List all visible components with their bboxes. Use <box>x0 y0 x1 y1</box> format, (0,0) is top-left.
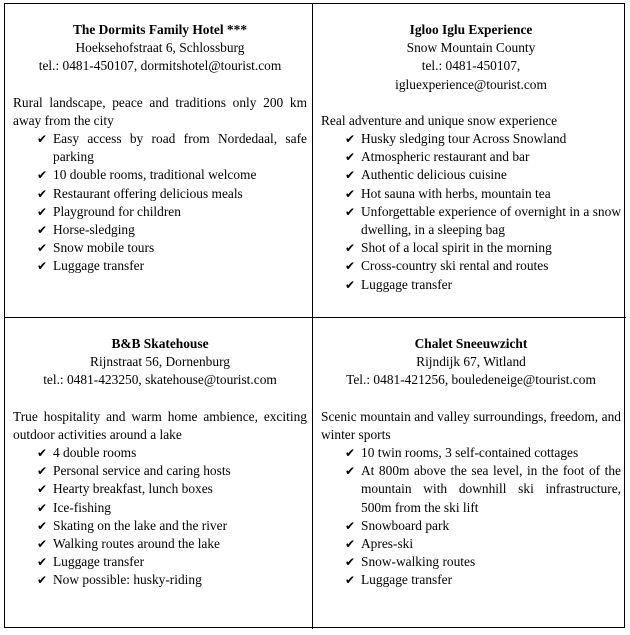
feature-item <box>321 203 621 239</box>
checkmark-icon: ✔ <box>345 186 356 201</box>
feature-list <box>321 444 621 590</box>
feature-text: Snow-walking routes <box>361 554 476 570</box>
feature-text: Luggage transfer <box>53 258 145 274</box>
hotel-contact: igluexperience@tourist.com <box>395 76 547 92</box>
feature-item <box>13 517 307 535</box>
hotel-cell-skatehouse <box>5 318 313 629</box>
spacer <box>13 76 307 94</box>
feature-text: At 800m above the sea level, in the foot of the mountain with downhill ski infrastructure, 500m from the ski lift <box>361 463 621 515</box>
checkmark-icon: ✔ <box>345 241 356 256</box>
feature-item <box>13 257 307 275</box>
checkmark-icon: ✔ <box>345 150 356 165</box>
feature-text: Unforgettable experience of overnight in a snow dwelling, in a sleeping bag <box>361 203 621 238</box>
feature-text: 10 twin rooms, 3 self-contained cottages <box>361 445 579 461</box>
hotel-cell-igloo <box>313 4 626 318</box>
feature-item <box>321 444 621 462</box>
feature-item <box>321 148 621 166</box>
checkmark-icon: ✔ <box>345 555 356 570</box>
spacer <box>321 94 621 112</box>
hotel-contact: tel.: 0481-450107, dormitshotel@tourist.com <box>38 58 282 74</box>
feature-list <box>13 444 307 590</box>
feature-item <box>321 571 621 589</box>
checkmark-icon: ✔ <box>345 573 356 588</box>
hotel-name: The Dormits Family Hotel *** <box>72 22 248 37</box>
spacer <box>321 390 621 408</box>
hotel-name: Igloo Iglu Experience <box>409 22 533 37</box>
feature-item <box>321 239 621 257</box>
feature-item <box>321 462 621 517</box>
checkmark-icon: ✔ <box>37 241 48 256</box>
checkmark-icon: ✔ <box>37 537 48 552</box>
checkmark-icon: ✔ <box>37 555 48 570</box>
hotel-cell-dormits <box>5 4 313 318</box>
feature-list <box>321 130 621 294</box>
checkmark-icon: ✔ <box>345 446 356 461</box>
feature-item <box>321 535 621 553</box>
feature-text: Luggage transfer <box>361 572 453 588</box>
feature-item <box>321 553 621 571</box>
checkmark-icon: ✔ <box>37 482 48 497</box>
checkmark-icon: ✔ <box>37 259 48 274</box>
checkmark-icon: ✔ <box>37 204 48 219</box>
feature-item <box>13 185 307 203</box>
feature-text: Luggage transfer <box>361 276 453 292</box>
hotel-address: Rijndijk 67, Witland <box>416 354 526 370</box>
hotel-address: Snow Mountain County <box>406 40 536 56</box>
feature-text: Atmospheric restaurant and bar <box>361 149 530 165</box>
feature-text: Personal service and caring hosts <box>53 463 231 479</box>
feature-text: Easy access by road from Nordedaal, safe parking <box>53 131 307 165</box>
hotel-description: Rural landscape, peace and traditions only 200 km away from the city <box>13 94 307 128</box>
feature-text: Snowboard park <box>361 517 450 533</box>
feature-item <box>13 166 307 184</box>
hotel-description: True hospitality and warm home ambience, exciting outdoor activities around a lake <box>13 408 307 442</box>
hotel-table <box>4 3 625 628</box>
checkmark-icon: ✔ <box>345 537 356 552</box>
hotel-contact: tel.: 0481-450107, <box>421 58 521 74</box>
spacer <box>13 390 307 408</box>
hotel-contact: tel.: 0481-423250, skatehouse@tourist.com <box>43 372 277 388</box>
hotel-description: Scenic mountain and valley surroundings, freedom, and winter sports <box>321 408 621 442</box>
checkmark-icon: ✔ <box>37 186 48 201</box>
feature-text: Snow mobile tours <box>53 240 155 256</box>
feature-item <box>321 130 621 148</box>
checkmark-icon: ✔ <box>345 277 356 292</box>
feature-item <box>321 185 621 203</box>
checkmark-icon: ✔ <box>345 518 356 533</box>
feature-item <box>321 166 621 184</box>
feature-list <box>13 130 307 276</box>
feature-text: Playground for children <box>53 203 181 219</box>
feature-text: Cross-country ski rental and routes <box>361 258 549 274</box>
checkmark-icon: ✔ <box>37 223 48 238</box>
checkmark-icon: ✔ <box>345 168 356 183</box>
checkmark-icon: ✔ <box>37 518 48 533</box>
feature-text: Restaurant offering delicious meals <box>53 185 243 201</box>
checkmark-icon: ✔ <box>37 168 48 183</box>
feature-text: Now possible: husky-riding <box>53 572 202 588</box>
feature-text: 4 double rooms <box>53 445 137 461</box>
hotel-address: Hoeksehofstraat 6, Schlossburg <box>75 40 245 56</box>
feature-text: Ice-fishing <box>53 499 112 515</box>
feature-item <box>13 499 307 517</box>
feature-text: Walking routes around the lake <box>53 536 220 552</box>
feature-item <box>13 480 307 498</box>
feature-text: Skating on the lake and the river <box>53 517 228 533</box>
checkmark-icon: ✔ <box>37 132 48 147</box>
feature-item <box>13 462 307 480</box>
feature-item <box>13 130 307 166</box>
feature-item <box>13 571 307 589</box>
feature-item <box>13 553 307 571</box>
checkmark-icon: ✔ <box>345 132 356 147</box>
checkmark-icon: ✔ <box>345 259 356 274</box>
feature-item <box>321 517 621 535</box>
feature-item <box>13 444 307 462</box>
checkmark-icon: ✔ <box>37 500 48 515</box>
hotel-contact: Tel.: 0481-421256, bouledeneige@tourist.com <box>346 372 596 388</box>
hotel-description: Real adventure and unique snow experience <box>321 112 558 128</box>
feature-item <box>13 203 307 221</box>
feature-text: 10 double rooms, traditional welcome <box>53 167 257 183</box>
feature-item <box>13 239 307 257</box>
feature-item <box>321 276 621 294</box>
hotel-name: Chalet Sneeuwzicht <box>414 336 528 351</box>
feature-item <box>13 535 307 553</box>
feature-text: Hearty breakfast, lunch boxes <box>53 481 213 497</box>
feature-text: Horse-sledging <box>53 222 135 238</box>
checkmark-icon: ✔ <box>345 464 356 479</box>
hotel-name: B&B Skatehouse <box>111 336 209 351</box>
feature-text: Shot of a local spirit in the morning <box>361 240 552 256</box>
feature-text: Apres-ski <box>361 536 414 552</box>
hotel-address: Rijnstraat 56, Dornenburg <box>90 354 230 370</box>
hotel-cell-sneeuwzicht <box>313 318 626 629</box>
feature-text: Hot sauna with herbs, mountain tea <box>361 185 551 201</box>
feature-item <box>13 221 307 239</box>
feature-item <box>321 257 621 275</box>
checkmark-icon: ✔ <box>345 204 356 219</box>
feature-text: Authentic delicious cuisine <box>361 167 507 183</box>
checkmark-icon: ✔ <box>37 464 48 479</box>
feature-text: Luggage transfer <box>53 554 145 570</box>
checkmark-icon: ✔ <box>37 446 48 461</box>
feature-text: Husky sledging tour Across Snowland <box>361 131 567 147</box>
checkmark-icon: ✔ <box>37 573 48 588</box>
